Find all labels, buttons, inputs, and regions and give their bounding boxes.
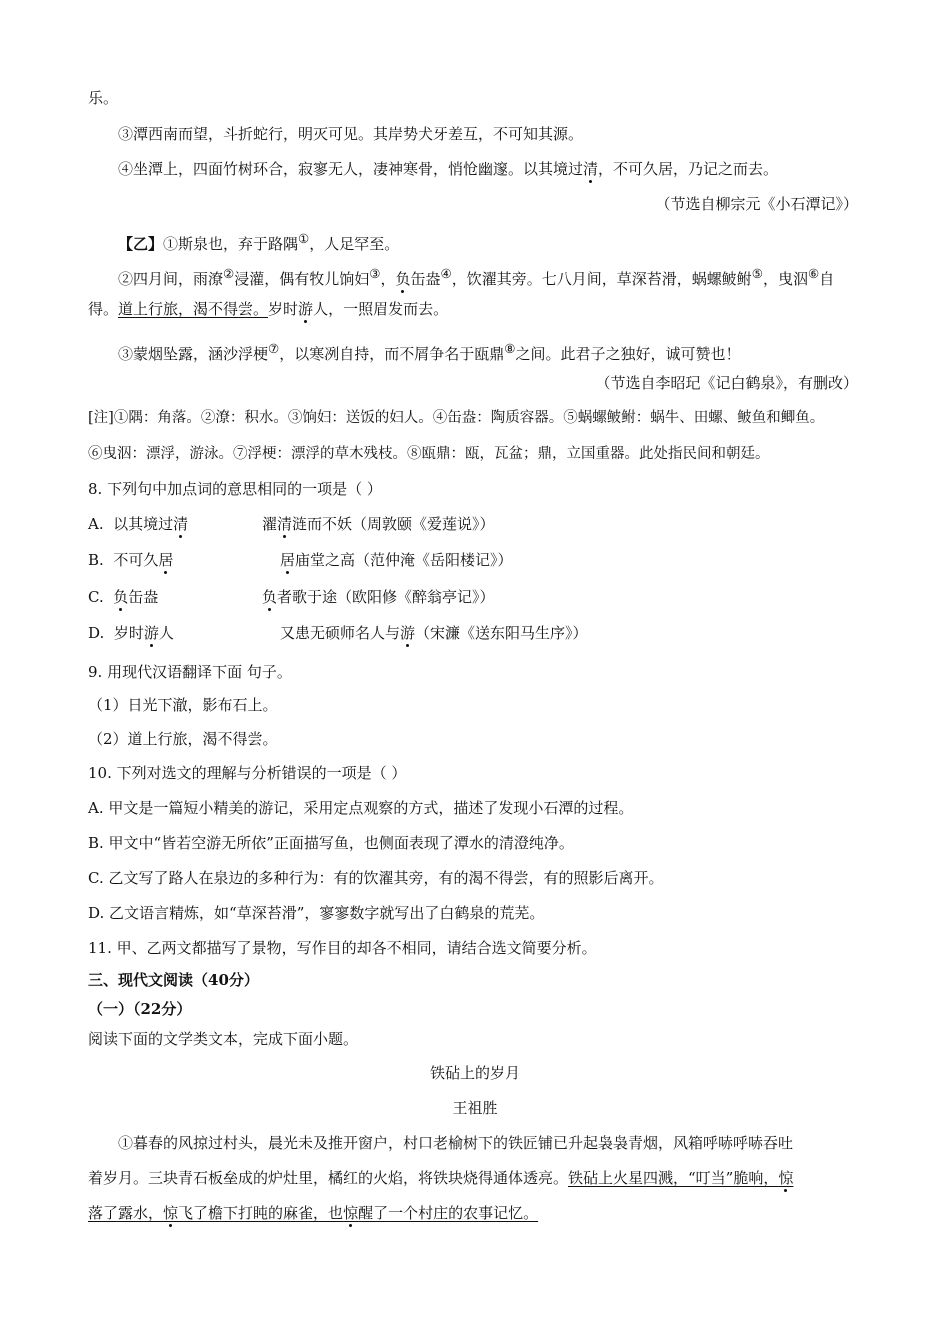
dotted-char: 负 (113, 588, 129, 606)
question-9-stem: 9. 用现代汉语翻译下面 句子。 (88, 663, 292, 681)
passage-jia-source: （节选自柳宗元《小石潭记》） (655, 195, 858, 213)
q10-option-c[interactable]: C. 乙文写了路人在泉边的多种行为：有的饮濯其旁，有的渴不得尝，有的照影后离开。 (88, 869, 664, 887)
passage-yi-p2-line1: ②四月间，雨潦②浸灌，偶有牧儿饷妇③，负缶盎④，饮濯其旁。七八月间，草深苔滑，蜗螺鲏鲋⑤，曳泅⑥自 (118, 266, 835, 288)
article-p1-line3 (88, 1203, 538, 1223)
dotted-char: 清 (173, 515, 189, 533)
q8-option-c[interactable]: C. 负缶盎 (88, 588, 159, 606)
dotted-char: 惊 (163, 1204, 179, 1222)
underlined-sentence: 铁砧上火星四溅，“叮当”脆响，惊 (568, 1169, 794, 1187)
passage-yi-p3: ③蒙烟坠露，涵沙浮梗⑦，以寒冽自持，而不屑争名于瓯鼎⑧之间。此君子之独好，诚可赞也！ (118, 341, 741, 363)
dotted-char: 负 (262, 588, 278, 606)
q8-option-b[interactable]: B. 不可久居 (88, 551, 174, 569)
section-3-sub: （一）（22分） (88, 1000, 192, 1018)
article-author: 王祖胜 (452, 1099, 498, 1117)
dotted-char: 居 (280, 551, 296, 569)
dotted-char: 惊 (343, 1204, 359, 1222)
passage-yi-label: 【乙】 (118, 235, 164, 253)
dotted-char: 游 (298, 300, 314, 318)
q8-option-d-compare: 又患无硕师名人与游（宋濂《送东阳马生序》） (280, 624, 588, 642)
dotted-char: 清 (583, 160, 599, 178)
passage-yi-source: （节选自李昭玘《记白鹤泉》，有删改） (595, 374, 858, 392)
q10-option-a[interactable]: A. 甲文是一篇短小精美的游记，采用定点观察的方式，描述了发现小石潭的过程。 (88, 799, 634, 817)
underlined-sentence: 落了露水，惊飞了檐下打盹的麻雀，也惊醒了一个村庄的农事记忆。 (88, 1204, 539, 1222)
passage-yi-p1: 【乙】①斯泉也，弃于路隅①，人足罕至。 (118, 231, 400, 253)
passage-jia-p3: ③潭西南而望，斗折蛇行，明灭可见。其岸势犬牙差互，不可知其源。 (118, 125, 584, 143)
underlined-sentence: 道上行旅，渴不得尝。 (118, 300, 269, 318)
question-9-item-1: （1）日光下澈，影布石上。 (88, 696, 278, 714)
question-10-stem: 10. 下列对选文的理解与分析错误的一项是（ ） (88, 764, 407, 782)
passage-jia-end: 乐。 (88, 89, 119, 107)
question-9-item-2: （2）道上行旅，渴不得尝。 (88, 730, 278, 748)
q8-option-d[interactable]: D. 岁时游人 (88, 624, 174, 642)
passage-yi-p2-line2: 得。道上行旅，渴不得尝。岁时游人，一照眉发而去。 (88, 300, 449, 318)
article-p1-line2: 着岁月。三块青石板垒成的炉灶里，橘红的火焰，将铁块烧得通体透亮。铁砧上火星四溅，“叮当”脆响，惊 (88, 1169, 794, 1187)
section-3-title: 三、现代文阅读（40分） (88, 971, 259, 989)
passage-jia-p4: ④坐潭上，四面竹树环合，寂寥无人，凄神寒骨，悄怆幽邃。以其境过清，不可久居，乃记之而去。 (118, 160, 779, 178)
article-title: 铁砧上的岁月 (429, 1064, 520, 1082)
dotted-char: 负 (395, 270, 411, 288)
q8-option-c-compare: 负者歌于途（欧阳修《醉翁亭记》） (262, 588, 495, 606)
dotted-char: 游 (400, 624, 416, 642)
dotted-char: 游 (143, 624, 159, 642)
article-p1-line1: ①暮春的风掠过村头，晨光未及推开窗户，村口老榆树下的铁匠铺已升起袅袅青烟，风箱呼哧呼哧吞吐 (118, 1134, 794, 1152)
question-11-stem: 11. 甲、乙两文都描写了景物，写作目的却各不相同，请结合选文简要分析。 (88, 939, 597, 957)
notes-line-2: ⑥曳泅：漂浮，游泳。⑦浮梗：漂浮的草木残枝。⑧瓯鼎：瓯，瓦盆；鼎，立国重器。此处指民间和朝廷。 (88, 446, 770, 462)
dotted-char: 清 (277, 515, 293, 533)
dotted-char: 居 (158, 551, 174, 569)
dotted-char: 惊 (778, 1169, 794, 1187)
section-3-instruction: 阅读下面的文学类文本，完成下面小题。 (88, 1030, 359, 1048)
question-8-stem: 8. 下列句中加点词的意思相同的一项是（ ） (88, 480, 382, 498)
q10-option-b[interactable]: B. 甲文中“皆若空游无所依”正面描写鱼，也侧面表现了潭水的清澄纯净。 (88, 834, 574, 852)
q8-option-a-compare: 濯清涟而不妖（周敦颐《爱莲说》） (262, 515, 495, 533)
notes-line-1: [注]①隅：角落。②潦：积水。③饷妇：送饭的妇人。④缶盎：陶质容器。⑤蜗螺鲏鲋：蜗牛、田螺、鲏鱼和鲫鱼。 (88, 410, 825, 426)
q8-option-b-compare: 居庙堂之高（范仲淹《岳阳楼记》） (280, 551, 513, 569)
q10-option-d[interactable]: D. 乙文语言精炼，如“草深苔滑”，寥寥数字就写出了白鹤泉的荒芜。 (88, 904, 545, 922)
q8-option-a[interactable]: A. 以其境过清 (88, 515, 189, 533)
